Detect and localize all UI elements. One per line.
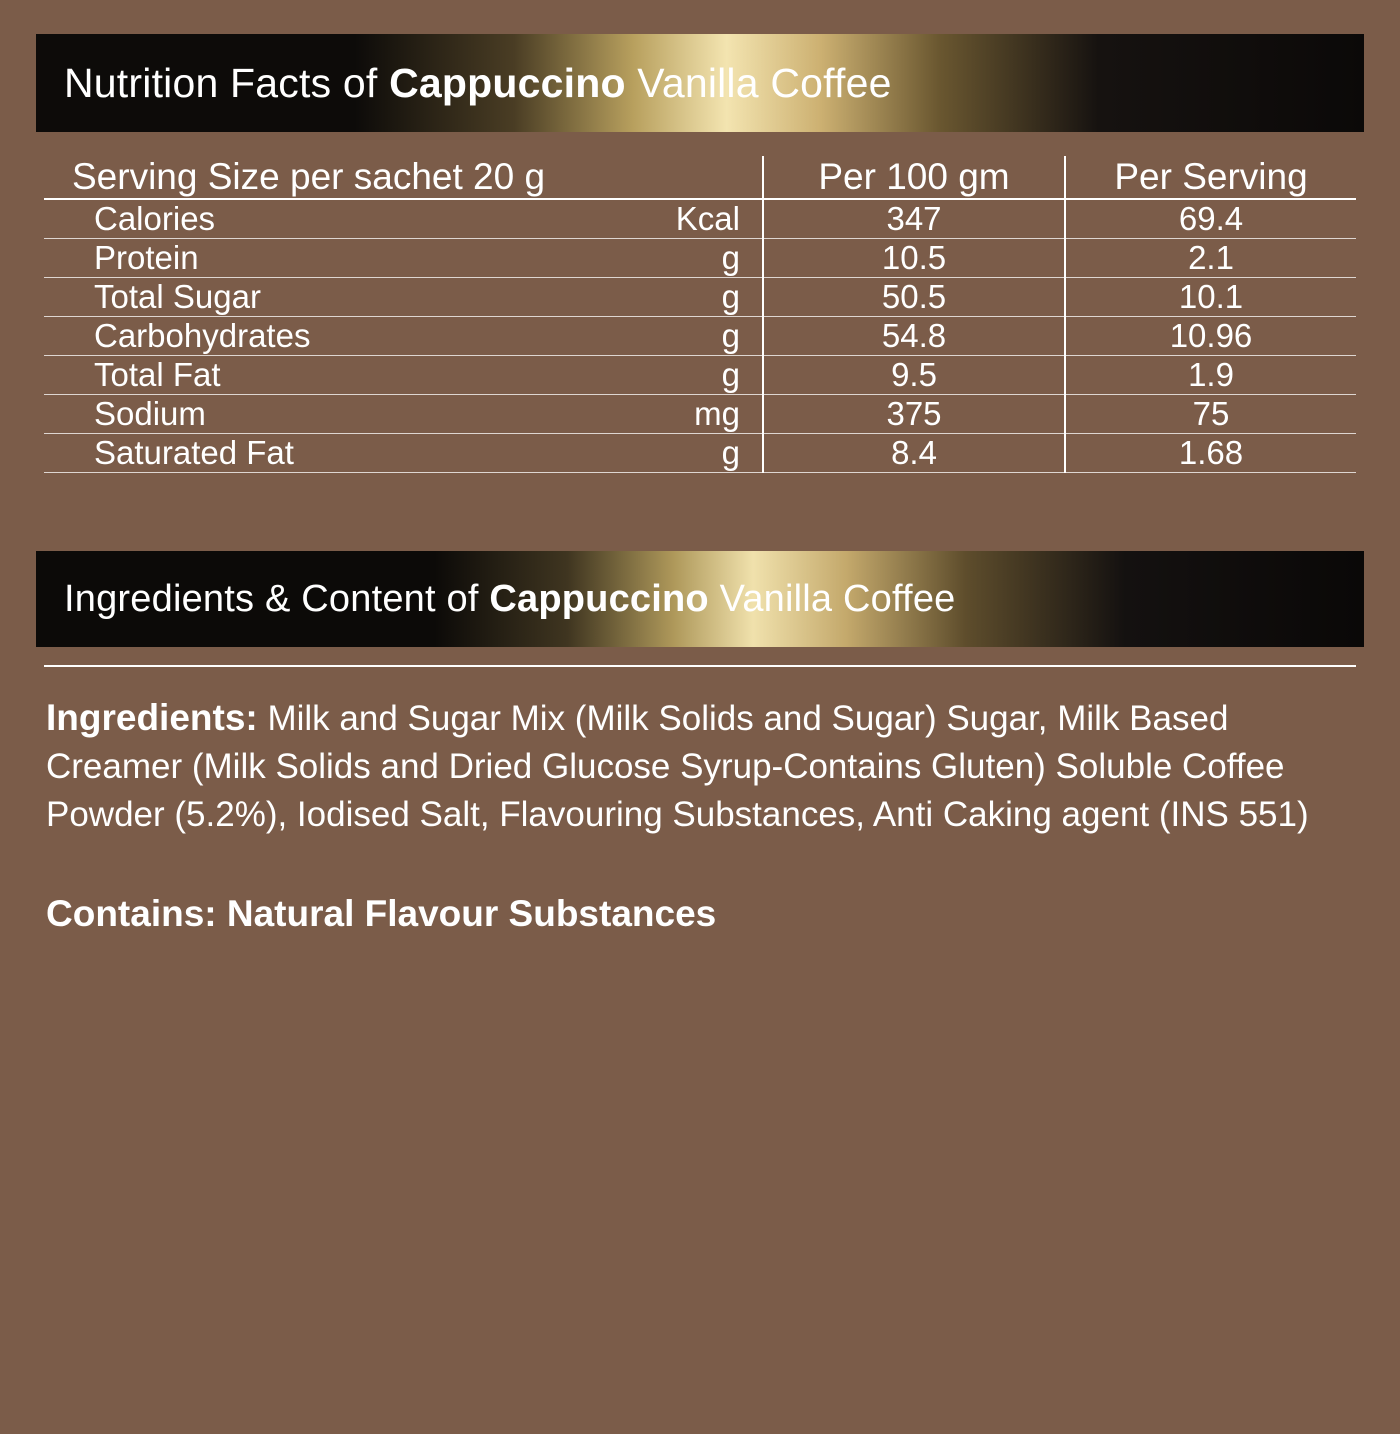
table-row xyxy=(44,199,1356,239)
row-name: Total Sugar xyxy=(44,278,586,317)
nutrition-title-prefix: Nutrition Facts of xyxy=(64,59,390,106)
ingredients-list: Milk and Sugar Mix (Milk Solids and Sugar) Sugar, Milk Based Creamer (Milk Solids and Dried Glucose Syrup-Contains Gluten) Soluble Coffee Powder (5.2%), Iodised Salt, Flavouring Substances, Anti Caking agent (INS 551) xyxy=(46,699,1309,834)
ingredients-title-suffix: Vanilla Coffee xyxy=(708,577,956,620)
row-name: Protein xyxy=(44,239,586,278)
row-name: Total Fat xyxy=(44,356,586,395)
row-unit: g xyxy=(586,278,763,317)
ingredients-title-prefix: Ingredients & Content of xyxy=(64,577,490,620)
row-unit: g xyxy=(586,434,763,473)
table-row xyxy=(44,434,1356,473)
table-row xyxy=(44,239,1356,278)
row-name: Calories xyxy=(44,199,586,239)
header-per-100g: Per 100 gm xyxy=(763,156,1065,199)
ingredients-banner-title xyxy=(64,578,956,621)
nutrition-table xyxy=(44,156,1356,473)
row-per-serving: 1.9 xyxy=(1065,356,1356,395)
row-per-100g: 9.5 xyxy=(763,356,1065,395)
contains-statement: Contains: Natural Flavour Substances xyxy=(46,892,717,934)
row-per-100g: 347 xyxy=(763,199,1065,239)
row-per-100g: 10.5 xyxy=(763,239,1065,278)
row-per-serving: 75 xyxy=(1065,395,1356,434)
row-name: Saturated Fat xyxy=(44,434,586,473)
nutrition-label-page xyxy=(0,34,1400,1434)
row-per-serving: 2.1 xyxy=(1065,239,1356,278)
row-per-100g: 8.4 xyxy=(763,434,1065,473)
nutrition-facts-title xyxy=(64,60,892,107)
row-unit: g xyxy=(586,317,763,356)
ingredients-section xyxy=(36,551,1364,935)
ingredients-text xyxy=(36,667,1364,839)
nutrition-table-wrap xyxy=(36,156,1364,473)
row-name: Carbohydrates xyxy=(44,317,586,356)
row-per-100g: 50.5 xyxy=(763,278,1065,317)
nutrition-title-suffix: Vanilla Coffee xyxy=(625,59,892,106)
row-unit: g xyxy=(586,356,763,395)
ingredients-label: Ingredients: xyxy=(46,697,258,738)
table-row xyxy=(44,278,1356,317)
nutrition-facts-banner xyxy=(36,34,1364,132)
table-row xyxy=(44,317,1356,356)
row-per-serving: 1.68 xyxy=(1065,434,1356,473)
header-serving-size: Serving Size per sachet 20 g xyxy=(44,156,763,199)
ingredients-banner xyxy=(36,551,1364,647)
row-per-serving: 10.1 xyxy=(1065,278,1356,317)
row-per-100g: 375 xyxy=(763,395,1065,434)
row-unit: g xyxy=(586,239,763,278)
row-name: Sodium xyxy=(44,395,586,434)
row-per-serving: 10.96 xyxy=(1065,317,1356,356)
row-per-serving: 69.4 xyxy=(1065,199,1356,239)
row-unit: mg xyxy=(586,395,763,434)
table-header-row xyxy=(44,156,1356,199)
row-unit: Kcal xyxy=(586,199,763,239)
ingredients-title-bold: Cappuccino xyxy=(489,577,709,620)
table-row xyxy=(44,395,1356,434)
row-per-100g: 54.8 xyxy=(763,317,1065,356)
nutrition-title-bold: Cappuccino xyxy=(389,59,626,106)
header-per-serving: Per Serving xyxy=(1065,156,1356,199)
table-row xyxy=(44,356,1356,395)
